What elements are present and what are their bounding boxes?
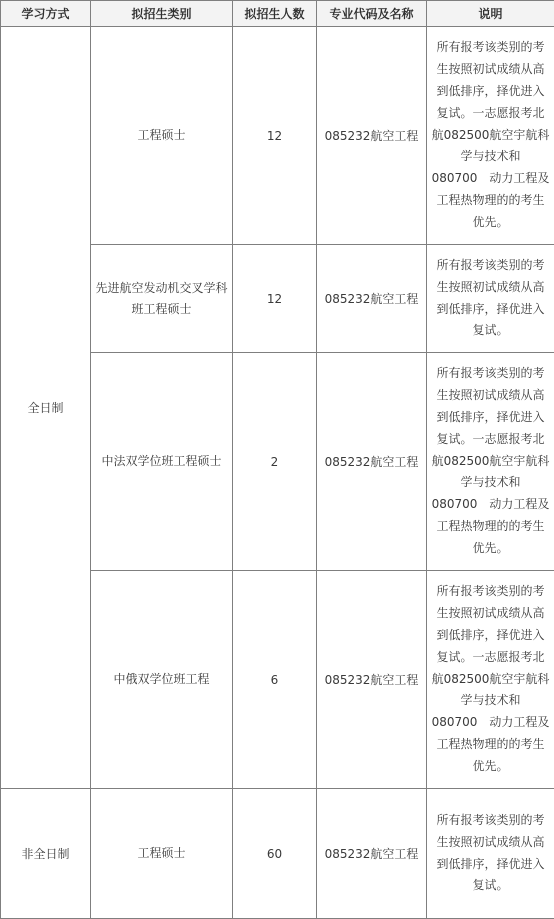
note-line: 所有报考该类别的考: [427, 581, 554, 603]
major-cell: 085232航空工程: [317, 571, 427, 789]
note-cell: [427, 245, 554, 353]
note-line: 优先。: [427, 756, 554, 778]
note-line: 080700 动力工程及: [427, 168, 554, 190]
category-cell: 中俄双学位班工程: [91, 571, 233, 789]
note-line: 航082500航空宇航科: [427, 125, 554, 147]
note-line: 到低排序，择优进入: [427, 854, 554, 876]
note-line: 所有报考该类别的考: [427, 37, 554, 59]
note-line: 到低排序，择优进入: [427, 407, 554, 429]
major-cell: 085232航空工程: [317, 789, 427, 919]
major-cell: 085232航空工程: [317, 245, 427, 353]
note-line: 生按照初试成绩从高: [427, 832, 554, 854]
note-line: 所有报考该类别的考: [427, 810, 554, 832]
category-cell: 工程硕士: [91, 789, 233, 919]
note-line: 复试。一志愿报考北: [427, 429, 554, 451]
note-line: 优先。: [427, 212, 554, 234]
header-note: 说明: [427, 1, 554, 27]
note-line: 到低排序，择优进入: [427, 299, 554, 321]
note-line: 生按照初试成绩从高: [427, 603, 554, 625]
note-cell: [427, 353, 554, 571]
table-row: [1, 27, 554, 245]
note-line: 生按照初试成绩从高: [427, 385, 554, 407]
note-line: 复试。一志愿报考北: [427, 647, 554, 669]
major-cell: 085232航空工程: [317, 27, 427, 245]
note-line: 080700 动力工程及: [427, 712, 554, 734]
note-line: 到低排序，择优进入: [427, 81, 554, 103]
major-cell: 085232航空工程: [317, 353, 427, 571]
header-category: 拟招生类别: [91, 1, 233, 27]
note-line: 复试。: [427, 320, 554, 342]
quota-cell: 12: [233, 27, 317, 245]
note-line: 学与技术和: [427, 690, 554, 712]
header-quota: 拟招生人数: [233, 1, 317, 27]
category-cell: 工程硕士: [91, 27, 233, 245]
header-mode: 学习方式: [1, 1, 91, 27]
note-line: 生按照初试成绩从高: [427, 277, 554, 299]
note-cell: [427, 27, 554, 245]
note-line: 学与技术和: [427, 472, 554, 494]
note-line: 航082500航空宇航科: [427, 669, 554, 691]
table-row: [1, 789, 554, 919]
quota-cell: 2: [233, 353, 317, 571]
note-line: 优先。: [427, 538, 554, 560]
note-cell: [427, 571, 554, 789]
note-line: 生按照初试成绩从高: [427, 59, 554, 81]
note-line: 工程热物理的的考生: [427, 516, 554, 538]
quota-cell: 60: [233, 789, 317, 919]
note-line: 所有报考该类别的考: [427, 255, 554, 277]
note-line: 到低排序，择优进入: [427, 625, 554, 647]
note-line: 复试。: [427, 875, 554, 897]
note-line: 所有报考该类别的考: [427, 363, 554, 385]
study-mode-cell: 全日制: [1, 27, 91, 789]
note-line: 工程热物理的的考生: [427, 190, 554, 212]
category-cell: 先进航空发动机交叉学科班工程硕士: [91, 245, 233, 353]
quota-cell: 12: [233, 245, 317, 353]
note-line: 学与技术和: [427, 146, 554, 168]
note-line: 复试。一志愿报考北: [427, 103, 554, 125]
note-line: 工程热物理的的考生: [427, 734, 554, 756]
header-row: [1, 1, 554, 27]
note-cell: [427, 789, 554, 919]
note-line: 080700 动力工程及: [427, 494, 554, 516]
note-line: 航082500航空宇航科: [427, 451, 554, 473]
header-major: 专业代码及名称: [317, 1, 427, 27]
study-mode-cell: 非全日制: [1, 789, 91, 919]
category-cell: 中法双学位班工程硕士: [91, 353, 233, 571]
quota-cell: 6: [233, 571, 317, 789]
